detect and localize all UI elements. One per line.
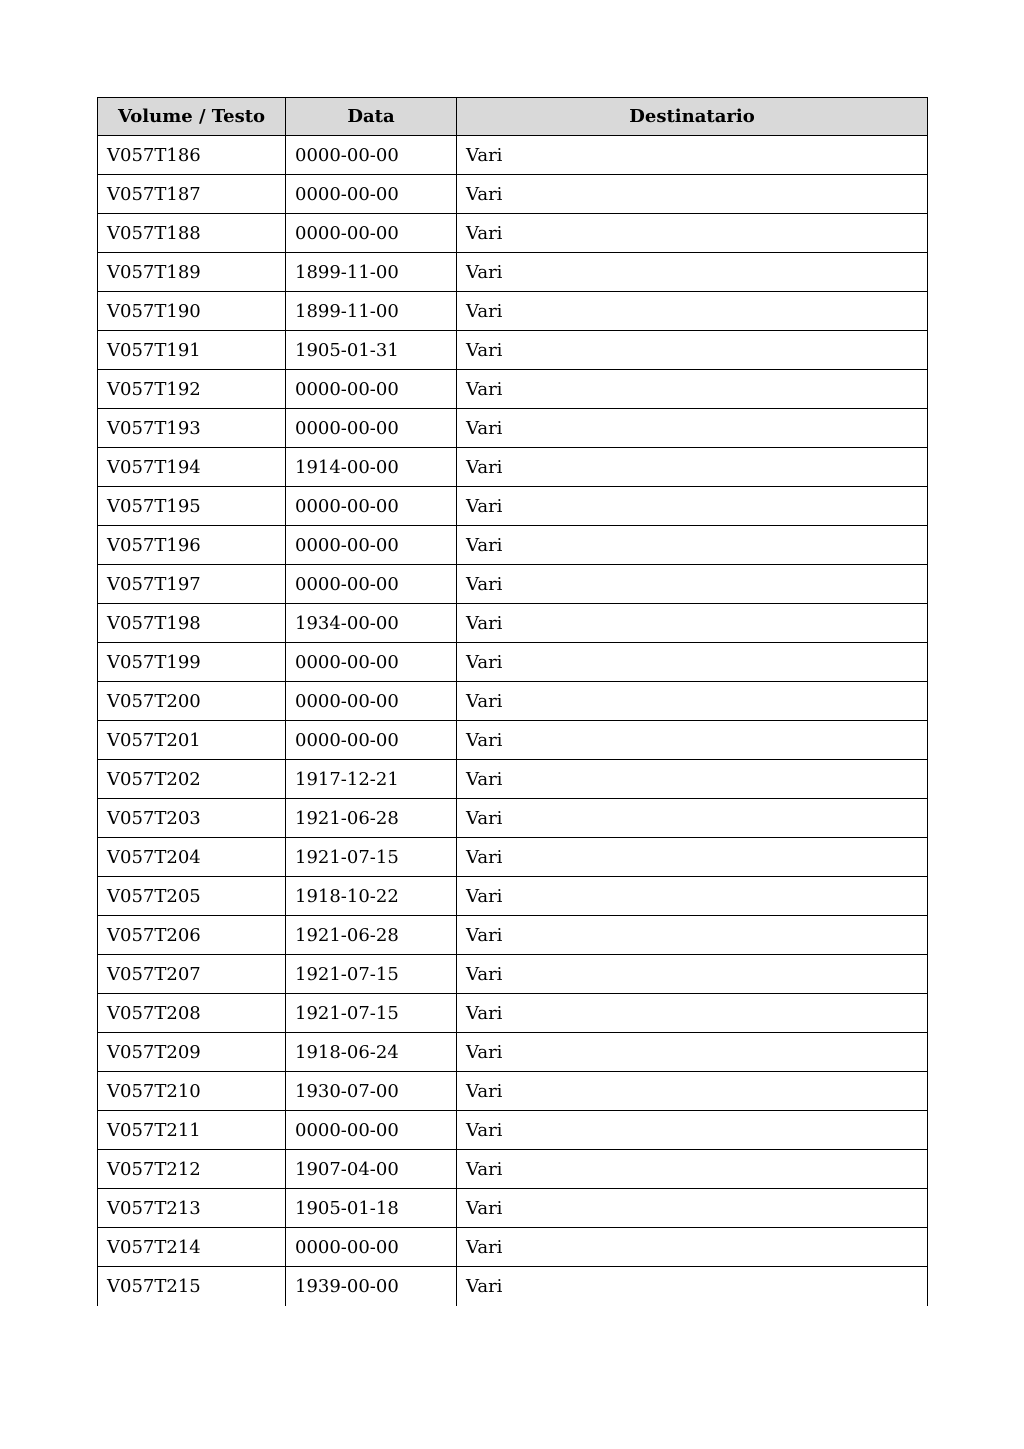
cell-data: 0000-00-00 <box>286 643 457 682</box>
cell-volume-testo: V057T214 <box>98 1228 286 1267</box>
table-row <box>98 253 928 292</box>
cell-destinatario: Vari <box>457 214 928 253</box>
table-row <box>98 487 928 526</box>
cell-volume-testo: V057T211 <box>98 1111 286 1150</box>
cell-data: 0000-00-00 <box>286 565 457 604</box>
cell-data: 1939-00-00 <box>286 1267 457 1306</box>
cell-destinatario: Vari <box>457 253 928 292</box>
cell-data: 0000-00-00 <box>286 682 457 721</box>
cell-volume-testo: V057T206 <box>98 916 286 955</box>
cell-volume-testo: V057T187 <box>98 175 286 214</box>
cell-destinatario: Vari <box>457 565 928 604</box>
table-row <box>98 214 928 253</box>
cell-volume-testo: V057T194 <box>98 448 286 487</box>
cell-data: 1907-04-00 <box>286 1150 457 1189</box>
cell-destinatario: Vari <box>457 448 928 487</box>
cell-destinatario: Vari <box>457 682 928 721</box>
cell-volume-testo: V057T190 <box>98 292 286 331</box>
table-row <box>98 1111 928 1150</box>
cell-volume-testo: V057T195 <box>98 487 286 526</box>
cell-data: 1905-01-31 <box>286 331 457 370</box>
cell-data: 1921-07-15 <box>286 838 457 877</box>
cell-volume-testo: V057T215 <box>98 1267 286 1306</box>
cell-data: 0000-00-00 <box>286 1228 457 1267</box>
table-row <box>98 877 928 916</box>
cell-destinatario: Vari <box>457 604 928 643</box>
cell-destinatario: Vari <box>457 916 928 955</box>
cell-volume-testo: V057T201 <box>98 721 286 760</box>
cell-destinatario: Vari <box>457 760 928 799</box>
cell-volume-testo: V057T212 <box>98 1150 286 1189</box>
cell-destinatario: Vari <box>457 994 928 1033</box>
cell-volume-testo: V057T186 <box>98 136 286 175</box>
cell-data: 1918-06-24 <box>286 1033 457 1072</box>
cell-data: 0000-00-00 <box>286 136 457 175</box>
cell-destinatario: Vari <box>457 838 928 877</box>
table-header-row <box>98 98 928 136</box>
cell-data: 0000-00-00 <box>286 175 457 214</box>
cell-data: 0000-00-00 <box>286 409 457 448</box>
table-row <box>98 916 928 955</box>
header-data: Data <box>286 98 457 136</box>
cell-destinatario: Vari <box>457 1228 928 1267</box>
table-row <box>98 1228 928 1267</box>
cell-data: 1921-07-15 <box>286 955 457 994</box>
cell-data: 0000-00-00 <box>286 1111 457 1150</box>
cell-volume-testo: V057T209 <box>98 1033 286 1072</box>
table-row <box>98 994 928 1033</box>
cell-data: 1930-07-00 <box>286 1072 457 1111</box>
table-row <box>98 838 928 877</box>
cell-volume-testo: V057T203 <box>98 799 286 838</box>
cell-data: 0000-00-00 <box>286 214 457 253</box>
cell-destinatario: Vari <box>457 487 928 526</box>
cell-data: 1921-06-28 <box>286 916 457 955</box>
table-row <box>98 1150 928 1189</box>
cell-destinatario: Vari <box>457 877 928 916</box>
cell-volume-testo: V057T191 <box>98 331 286 370</box>
cell-destinatario: Vari <box>457 1111 928 1150</box>
cell-volume-testo: V057T188 <box>98 214 286 253</box>
table-row <box>98 682 928 721</box>
cell-volume-testo: V057T197 <box>98 565 286 604</box>
cell-data: 0000-00-00 <box>286 370 457 409</box>
cell-destinatario: Vari <box>457 526 928 565</box>
table-row <box>98 448 928 487</box>
table-row <box>98 136 928 175</box>
cell-data: 0000-00-00 <box>286 721 457 760</box>
cell-volume-testo: V057T196 <box>98 526 286 565</box>
table-body <box>98 136 928 1306</box>
cell-volume-testo: V057T207 <box>98 955 286 994</box>
table-row <box>98 292 928 331</box>
cell-data: 0000-00-00 <box>286 526 457 565</box>
cell-destinatario: Vari <box>457 1267 928 1306</box>
cell-destinatario: Vari <box>457 292 928 331</box>
table-row <box>98 1072 928 1111</box>
cell-data: 1934-00-00 <box>286 604 457 643</box>
table-row <box>98 799 928 838</box>
cell-destinatario: Vari <box>457 1150 928 1189</box>
table-row <box>98 1267 928 1306</box>
table-row <box>98 760 928 799</box>
table-row <box>98 604 928 643</box>
cell-data: 1914-00-00 <box>286 448 457 487</box>
header-destinatario: Destinatario <box>457 98 928 136</box>
cell-destinatario: Vari <box>457 331 928 370</box>
cell-data: 1899-11-00 <box>286 292 457 331</box>
cell-volume-testo: V057T210 <box>98 1072 286 1111</box>
cell-volume-testo: V057T213 <box>98 1189 286 1228</box>
cell-destinatario: Vari <box>457 175 928 214</box>
cell-volume-testo: V057T208 <box>98 994 286 1033</box>
cell-destinatario: Vari <box>457 1072 928 1111</box>
cell-volume-testo: V057T200 <box>98 682 286 721</box>
cell-data: 1905-01-18 <box>286 1189 457 1228</box>
cell-destinatario: Vari <box>457 721 928 760</box>
cell-destinatario: Vari <box>457 409 928 448</box>
table-row <box>98 565 928 604</box>
cell-data: 1921-06-28 <box>286 799 457 838</box>
header-volume-testo: Volume / Testo <box>98 98 286 136</box>
table-row <box>98 175 928 214</box>
cell-destinatario: Vari <box>457 955 928 994</box>
table-row <box>98 955 928 994</box>
cell-volume-testo: V057T199 <box>98 643 286 682</box>
document-page <box>97 97 927 1306</box>
cell-destinatario: Vari <box>457 1189 928 1228</box>
cell-volume-testo: V057T204 <box>98 838 286 877</box>
cell-destinatario: Vari <box>457 136 928 175</box>
cell-data: 0000-00-00 <box>286 487 457 526</box>
table-row <box>98 643 928 682</box>
table-row <box>98 1189 928 1228</box>
table-row <box>98 1033 928 1072</box>
cell-volume-testo: V057T202 <box>98 760 286 799</box>
table-row <box>98 370 928 409</box>
table-row <box>98 526 928 565</box>
cell-destinatario: Vari <box>457 643 928 682</box>
cell-data: 1899-11-00 <box>286 253 457 292</box>
table-row <box>98 409 928 448</box>
cell-volume-testo: V057T198 <box>98 604 286 643</box>
cell-destinatario: Vari <box>457 799 928 838</box>
cell-destinatario: Vari <box>457 370 928 409</box>
table-row <box>98 721 928 760</box>
cell-data: 1921-07-15 <box>286 994 457 1033</box>
cell-volume-testo: V057T205 <box>98 877 286 916</box>
cell-destinatario: Vari <box>457 1033 928 1072</box>
letters-table <box>97 97 928 1306</box>
cell-volume-testo: V057T192 <box>98 370 286 409</box>
cell-volume-testo: V057T189 <box>98 253 286 292</box>
cell-data: 1918-10-22 <box>286 877 457 916</box>
cell-volume-testo: V057T193 <box>98 409 286 448</box>
table-row <box>98 331 928 370</box>
cell-data: 1917-12-21 <box>286 760 457 799</box>
